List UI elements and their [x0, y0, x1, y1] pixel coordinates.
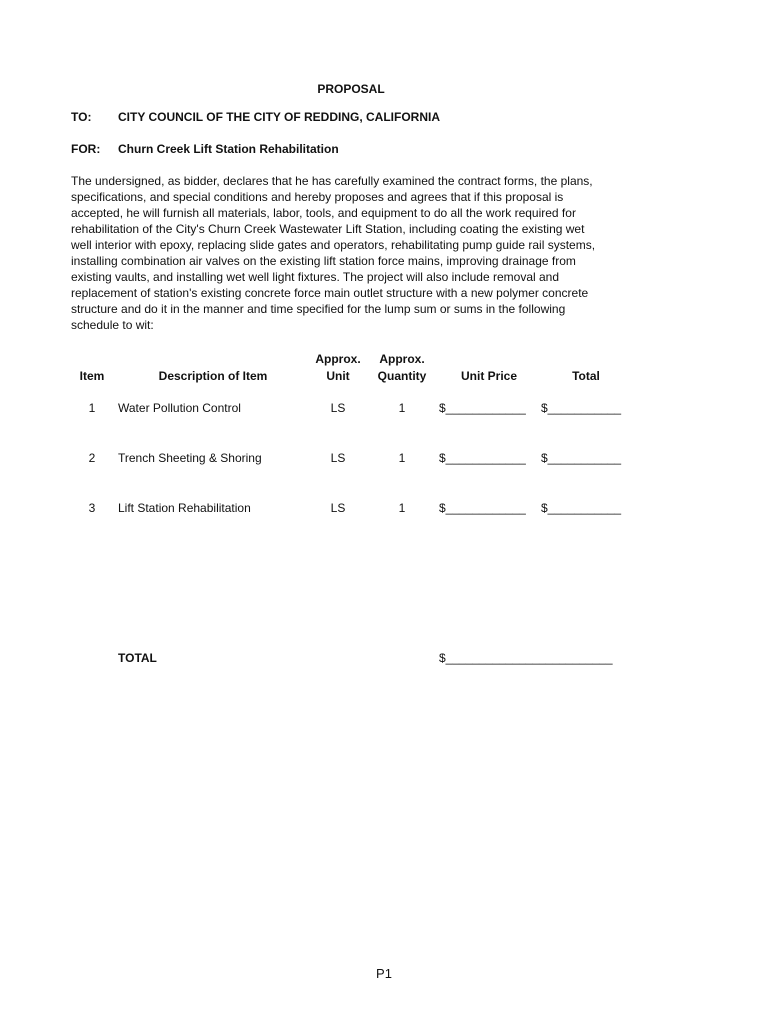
total-label: TOTAL — [118, 651, 157, 665]
row-unit: LS — [330, 401, 346, 415]
row-unit: LS — [330, 501, 346, 515]
row-item-number: 3 — [88, 501, 96, 515]
body-line: structure and do it in the manner and time specified for the lump sum or sums in the following — [71, 302, 566, 316]
row-item-number: 2 — [88, 451, 96, 465]
page-number: P1 — [376, 966, 392, 981]
row-unit-price-blank[interactable]: $____________ — [439, 501, 526, 515]
body-line: accepted, he will furnish all materials, labor, tools, and equipment to do all the work required for — [71, 206, 576, 220]
row-unit-price-blank[interactable]: $____________ — [439, 401, 526, 415]
header-item: Item — [79, 369, 105, 383]
row-description: Trench Sheeting & Shoring — [118, 451, 262, 465]
for-label: FOR: — [71, 142, 101, 156]
row-description: Water Pollution Control — [118, 401, 241, 415]
body-line: installing combination air valves on the existing lift station force mains, improving drainage from — [71, 254, 576, 268]
body-line: well interior with epoxy, replacing slide gates and operators, rehabilitating pump guide rail systems, — [71, 238, 596, 252]
row-quantity: 1 — [398, 451, 406, 465]
header-total: Total — [572, 369, 600, 383]
header-unit-price: Unit Price — [460, 369, 517, 383]
header-qty-line1: Approx. — [379, 352, 425, 366]
header-unit-line1: Approx. — [315, 352, 361, 366]
body-line: rehabilitation of the City's Churn Creek Wastewater Lift Station, including coating the existing wet — [71, 222, 585, 236]
to-label: TO: — [71, 110, 92, 124]
row-total-blank[interactable]: $___________ — [541, 401, 622, 415]
body-line: The undersigned, as bidder, declares that he has carefully examined the contract forms, the plans, — [71, 174, 593, 188]
row-quantity: 1 — [398, 401, 406, 415]
total-amount-blank[interactable]: $_________________________ — [439, 651, 613, 665]
body-line: replacement of station's existing concrete force main outlet structure with a new polymer concrete — [71, 286, 589, 300]
header-description: Description of Item — [158, 369, 268, 383]
row-unit: LS — [330, 451, 346, 465]
row-unit-price-blank[interactable]: $____________ — [439, 451, 526, 465]
row-total-blank[interactable]: $___________ — [541, 451, 622, 465]
header-qty-line2: Quantity — [377, 369, 427, 383]
row-item-number: 1 — [88, 401, 96, 415]
to-value: CITY COUNCIL OF THE CITY OF REDDING, CALIFORNIA — [118, 110, 441, 124]
body-line: schedule to wit: — [71, 318, 154, 332]
page-title: PROPOSAL — [317, 82, 385, 96]
row-quantity: 1 — [398, 501, 406, 515]
proposal-body — [71, 173, 631, 333]
body-line: specifications, and special conditions and hereby proposes and agrees that if this proposal is — [71, 190, 564, 204]
row-description: Lift Station Rehabilitation — [118, 501, 251, 515]
for-value: Churn Creek Lift Station Rehabilitation — [118, 142, 339, 156]
body-line: existing vaults, and installing wet well light fixtures. The project will also include removal and — [71, 270, 560, 284]
row-total-blank[interactable]: $___________ — [541, 501, 622, 515]
header-unit-line2: Unit — [326, 369, 350, 383]
